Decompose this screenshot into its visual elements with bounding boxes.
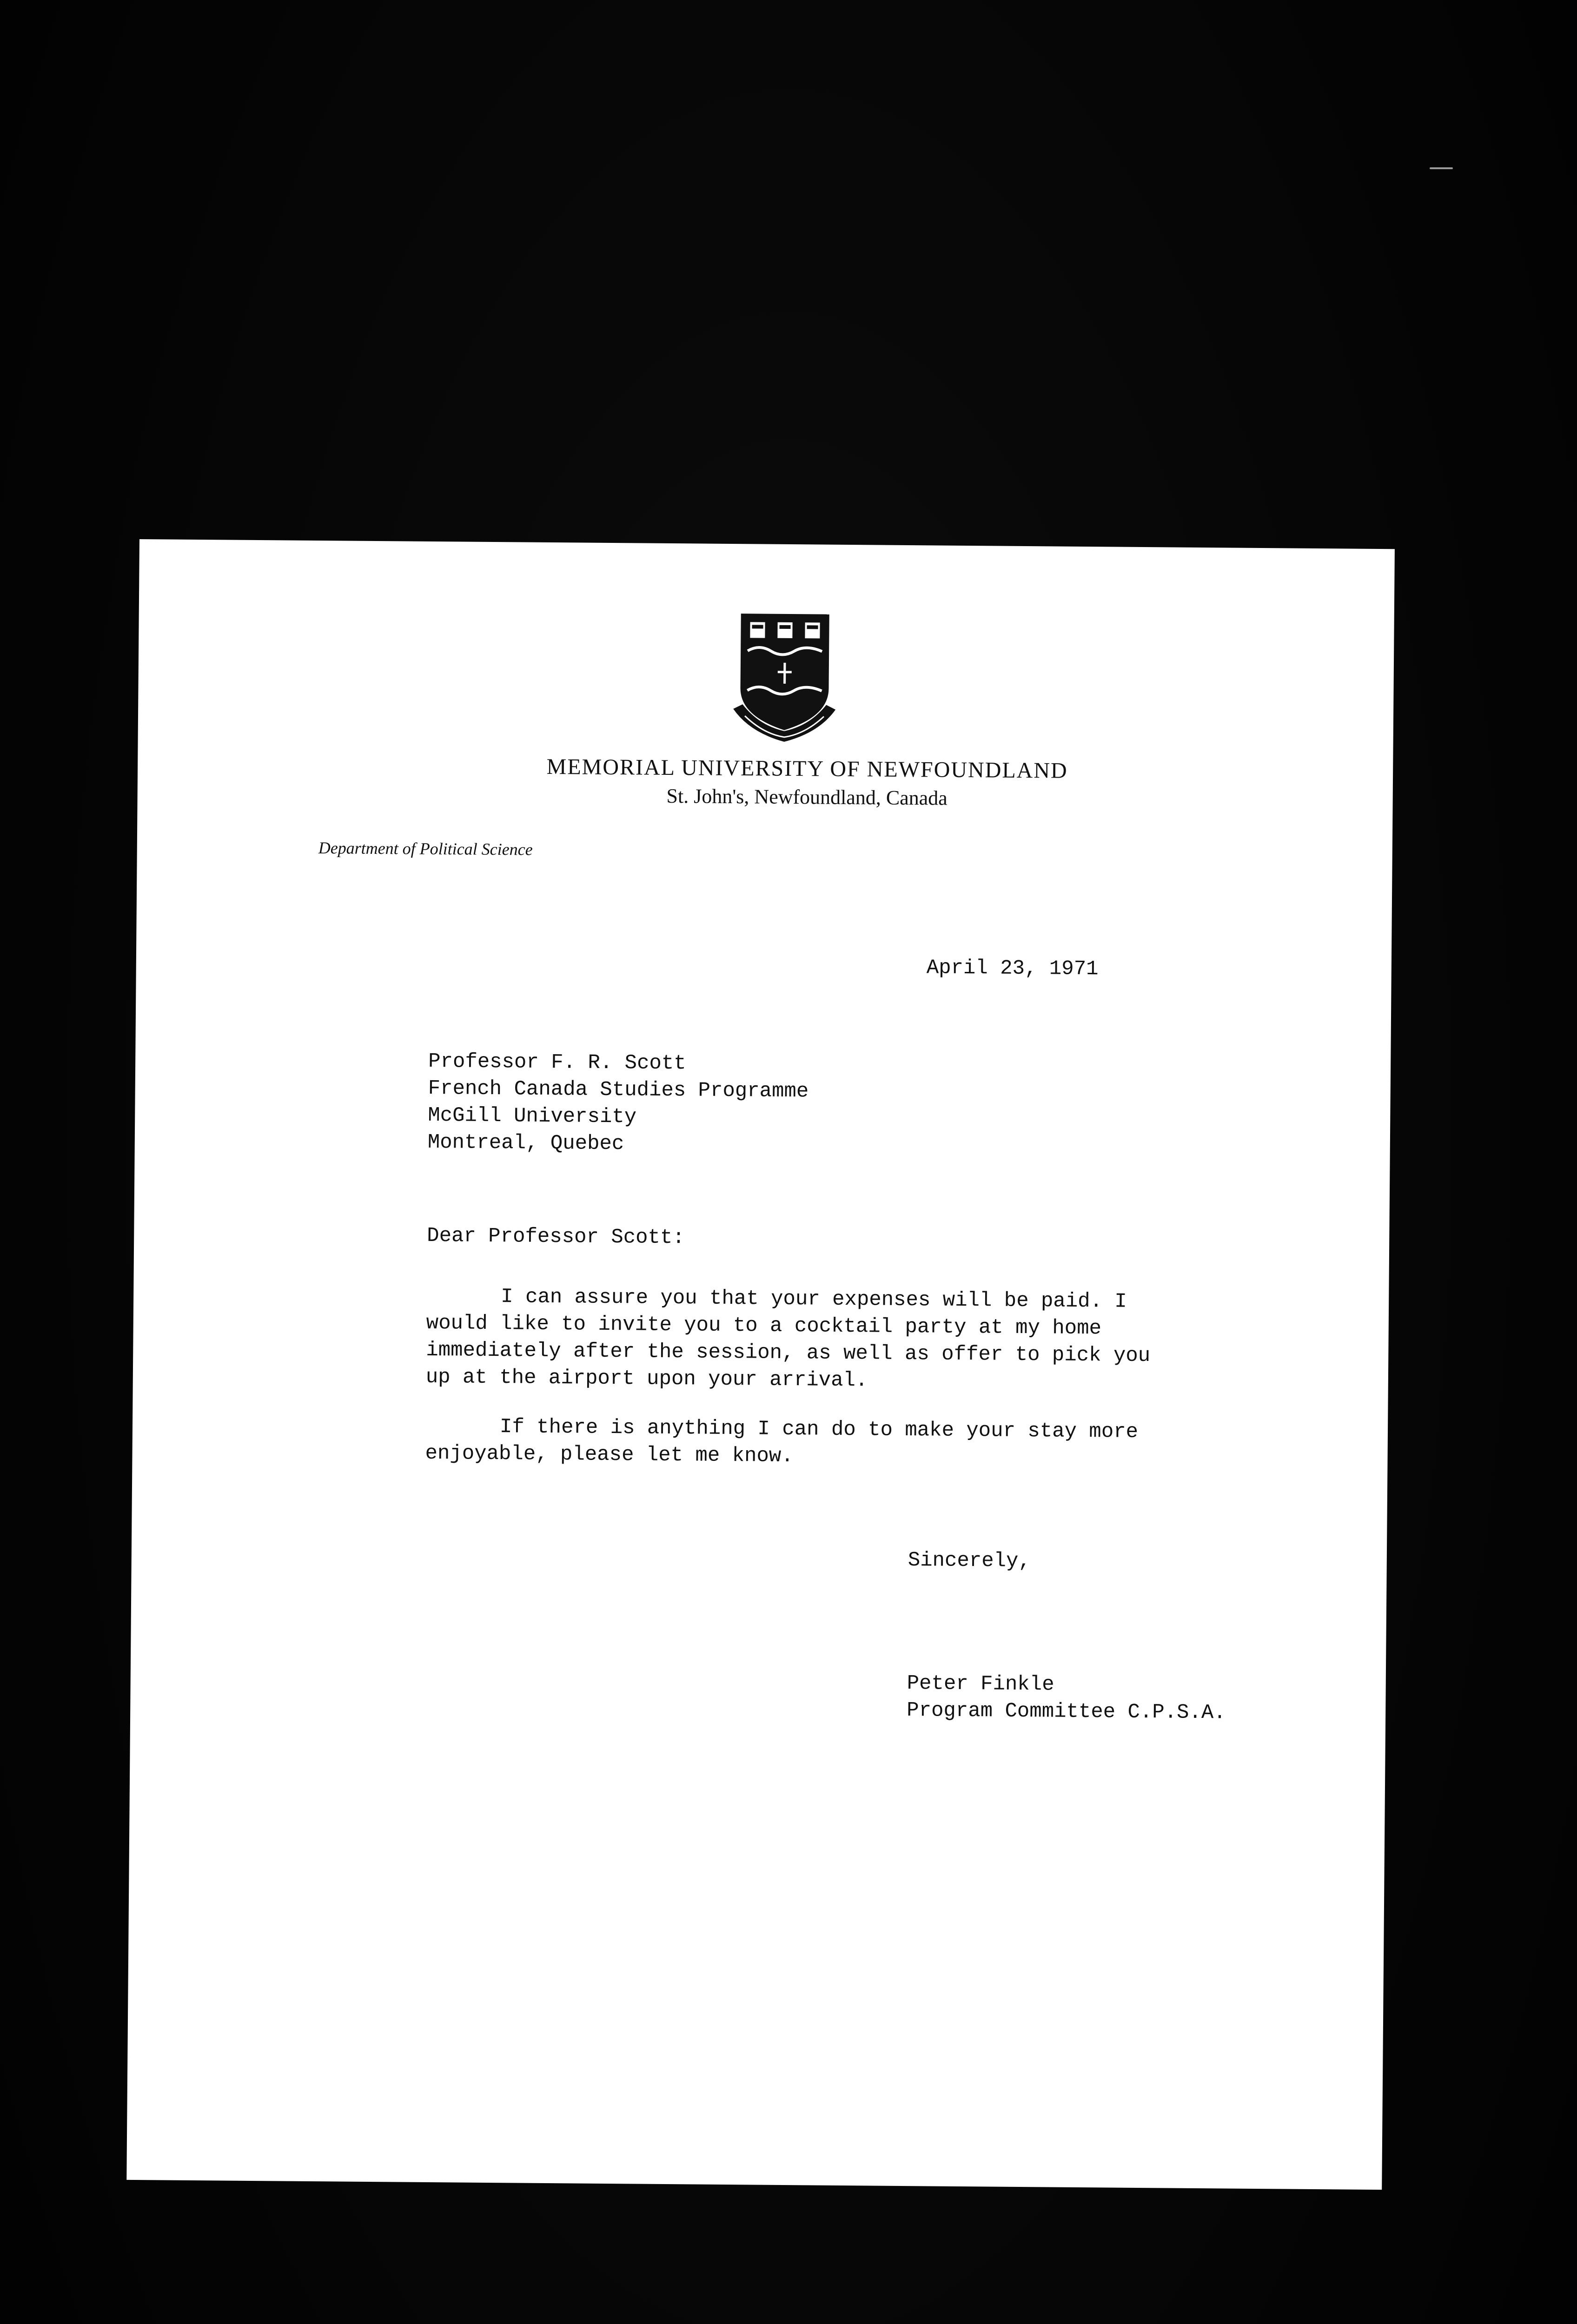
film-speck xyxy=(1430,167,1453,169)
institution-address: St. John's, Newfoundland, Canada xyxy=(666,784,948,810)
university-crest-icon xyxy=(731,609,839,745)
recipient-address xyxy=(428,1048,809,1159)
body-paragraph: I can assure you that your expenses will be paid. I would like to invite you to a cocktail party at my home immediately after the session, as well as offer to pick you up at the airport upon your arrival. xyxy=(425,1285,1151,1393)
letter-page xyxy=(126,539,1395,2190)
signer-name: Peter Finkle xyxy=(907,1672,1054,1697)
recipient-line: Professor F. R. Scott xyxy=(428,1050,686,1076)
signature-block xyxy=(907,1670,1226,1726)
letter-body xyxy=(425,1283,1170,1495)
body-paragraph: If there is anything I can do to make your stay more enjoyable, please let me know. xyxy=(425,1415,1139,1468)
letter-date: April 23, 1971 xyxy=(926,956,1099,981)
recipient-line: French Canada Studies Programme xyxy=(428,1076,809,1103)
department-name: Department of Political Science xyxy=(318,838,533,859)
recipient-line: Montreal, Quebec xyxy=(427,1130,624,1156)
recipient-line: McGill University xyxy=(428,1103,637,1129)
signer-title: Program Committee C.P.S.A. xyxy=(907,1699,1226,1725)
closing: Sincerely, xyxy=(908,1549,1031,1573)
institution-name: MEMORIAL UNIVERSITY OF NEWFOUNDLAND xyxy=(546,754,1068,783)
salutation: Dear Professor Scott: xyxy=(427,1224,685,1250)
